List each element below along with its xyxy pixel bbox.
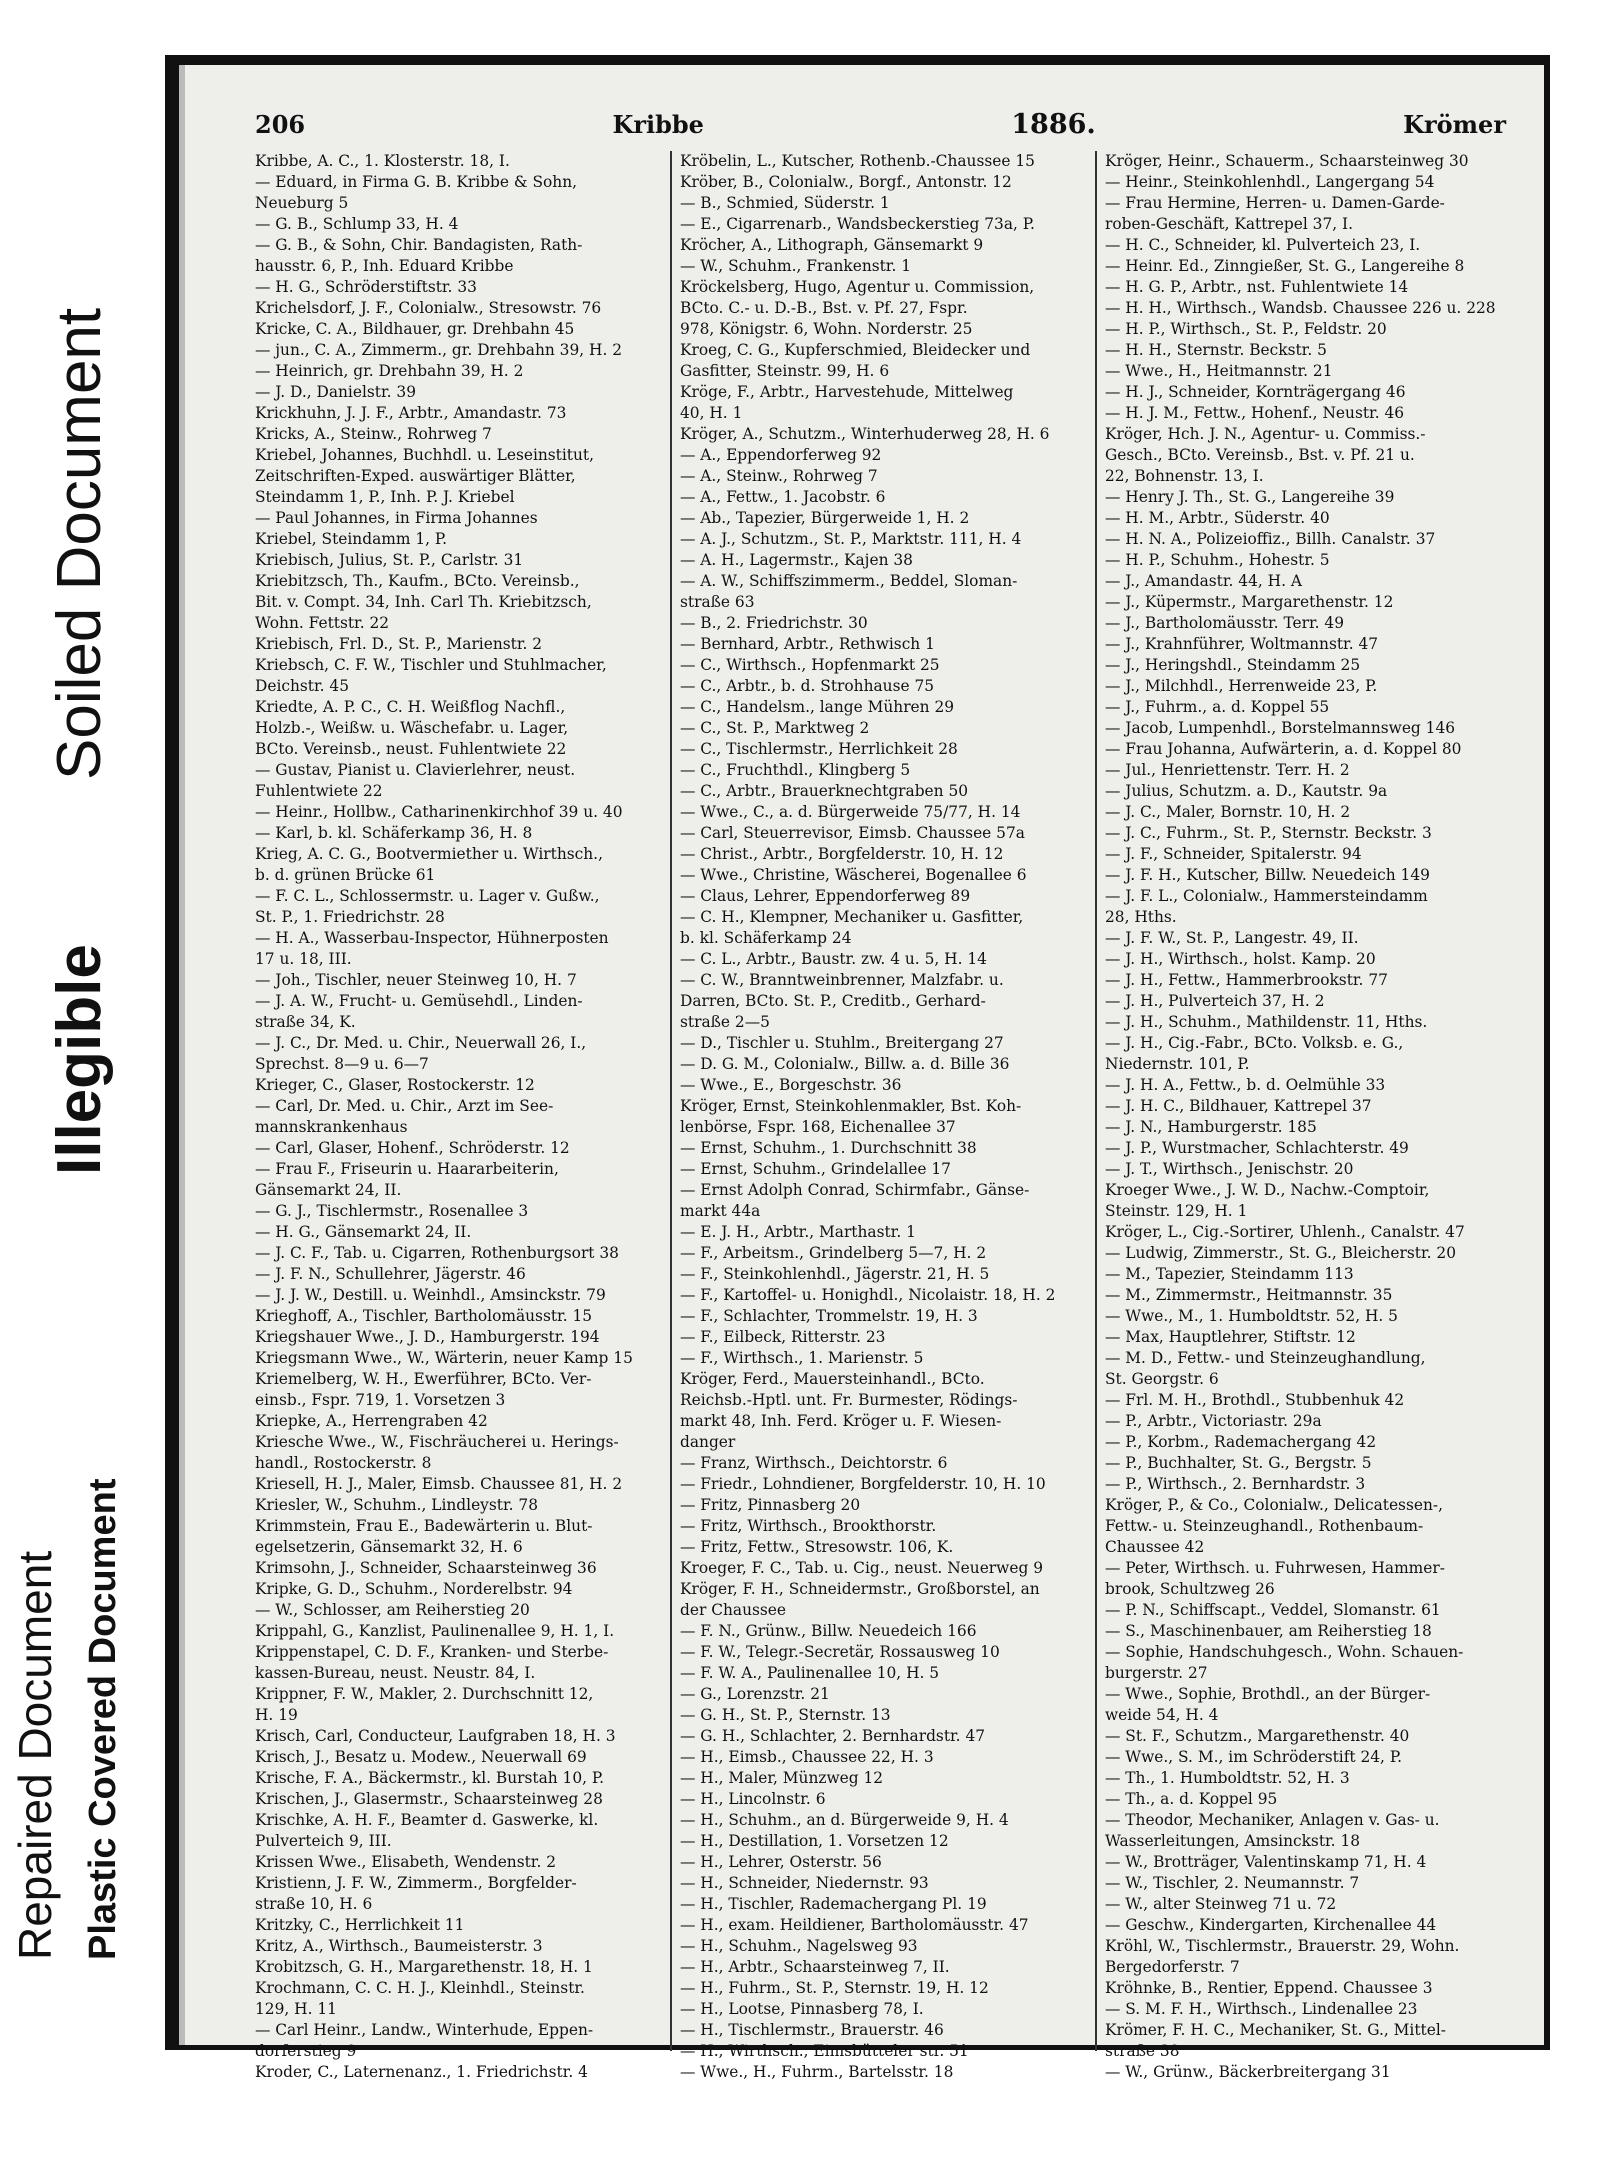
directory-entry-line: H. 19 [255,1706,298,1724]
directory-entry-line: — H. A., Wasserbau-Inspector, Hühnerposten [255,929,609,947]
directory-entry-line: Krobitzsch, G. H., Margarethenstr. 18, H. 1 [255,1958,593,1976]
directory-entry-line: — Geschw., Kindergarten, Kirchenallee 44 [1105,1916,1437,1934]
directory-entry-line: — Gustav, Pianist u. Clavierlehrer, neust. [255,761,576,779]
directory-entry-line: — J., Bartholomäusstr. Terr. 49 [1105,614,1345,632]
directory-entry-line: Kriebisch, Julius, St. P., Carlstr. 31 [255,551,524,569]
directory-entry-line: Kröger, P., & Co., Colonialw., Delicatessen-, [1105,1496,1443,1514]
directory-entry-line: — Eduard, in Firma G. B. Kribbe & Sohn, [255,173,578,191]
directory-entry-line: Gänsemarkt 24, II. [255,1181,402,1199]
directory-entry-line: Reichsb.-Hptl. unt. Fr. Burmester, Rödings- [680,1391,1018,1409]
directory-entry-line: — Ernst, Schuhm., 1. Durchschnitt 38 [680,1139,977,1157]
directory-entry-line: — J., Heringshdl., Steindamm 25 [1105,656,1361,674]
directory-entry-line: Krippner, F. W., Makler, 2. Durchschnitt 12, [255,1685,594,1703]
directory-entry-line: — A. H., Lagermstr., Kajen 38 [680,551,913,569]
directory-entry-line: — F. C. L., Schlossermstr. u. Lager v. Gußw., [255,887,600,905]
directory-entry-line: 978, Königstr. 6, Wohn. Norderstr. 25 [680,320,973,338]
directory-entry-line: Kröger, Ernst, Steinkohlenmakler, Bst. Koh- [680,1097,1022,1115]
directory-entry-line: — Th., a. d. Koppel 95 [1105,1790,1278,1808]
directory-entry-line: — C., Tischlermstr., Herrlichkeit 28 [680,740,958,758]
directory-entry-line: — Fritz, Fettw., Stresowstr. 106, K. [680,1538,954,1556]
directory-entry-line: — H., Maler, Münzweg 12 [680,1769,884,1787]
directory-entry-line: — J. F. L., Colonialw., Hammersteindamm [1105,887,1428,905]
directory-entry-line: Bit. v. Compt. 34, Inh. Carl Th. Kriebitzsch, [255,593,592,611]
directory-entry-line: Kristienn, J. F. W., Zimmerm., Borgfelder- [255,1874,577,1892]
directory-entry-line: Kroeg, C. G., Kupferschmied, Bleidecker und [680,341,1031,359]
directory-entry-line: markt 44a [680,1202,761,1220]
directory-entry-line: — F. W., Telegr.-Secretär, Rossausweg 10 [680,1643,1000,1661]
directory-entry-line: Krieghoff, A., Tischler, Bartholomäusstr. 15 [255,1307,593,1325]
directory-entry-line: Kritzky, C., Herrlichkeit 11 [255,1916,465,1934]
directory-entry-line: Kröger, Ferd., Mauersteinhandl., BCto. [680,1370,985,1388]
directory-entry-line: — G. H., Schlachter, 2. Bernhardstr. 47 [680,1727,986,1745]
column-3 [1095,151,1506,2081]
directory-entry-line: Kriepke, A., Herrengraben 42 [255,1412,488,1430]
directory-entry-line: — J. H. C., Bildhauer, Kattrepel 37 [1105,1097,1372,1115]
header-left-word: Kribbe [612,110,704,139]
directory-entry-line: — J. J. W., Destill. u. Weinhdl., Amsinckstr. 79 [255,1286,606,1304]
directory-entry-line: — H., Fuhrm., St. P., Sternstr. 19, H. 12 [680,1979,989,1997]
directory-entry-line: — Carl, Dr. Med. u. Chir., Arzt im See- [255,1097,554,1115]
directory-entry-line: — J., Fuhrm., a. d. Koppel 55 [1105,698,1330,716]
directory-entry-line: Darren, BCto. St. P., Creditb., Gerhard- [680,992,986,1010]
directory-entry-line: — H., Tischlermstr., Brauerstr. 46 [680,2021,944,2039]
directory-entry-line: Kröhl, W., Tischlermstr., Brauerstr. 29, Wohn. [1105,1937,1460,1955]
directory-entry-line: Krömer, F. H. C., Mechaniker, St. G., Mittel- [1105,2021,1446,2039]
directory-entry-line: — Theodor, Mechaniker, Anlagen v. Gas- u. [1105,1811,1440,1829]
directory-entry-line: Krisch, J., Besatz u. Modew., Neuerwall 69 [255,1748,587,1766]
directory-entry-line: Krischke, A. H. F., Beamter d. Gaswerke, kl. [255,1811,599,1829]
directory-entry-line: — H. J., Schneider, Kornträgergang 46 [1105,383,1406,401]
directory-entry-line: Kriemelberg, W. H., Ewerführer, BCto. Ver- [255,1370,592,1388]
directory-entry-line: — H. N. A., Polizeioffiz., Billh. Canalstr. 37 [1105,530,1436,548]
directory-entry-line: — Th., 1. Humboldtstr. 52, H. 3 [1105,1769,1350,1787]
directory-entry-line: — C., Arbtr., Brauerknechtgraben 50 [680,782,969,800]
directory-entry-line: Kriesell, H. J., Maler, Eimsb. Chaussee 81, H. 2 [255,1475,623,1493]
directory-entry-line: — W., Grünw., Bäckerbreitergang 31 [1105,2063,1391,2081]
directory-entry-line: — F., Kartoffel- u. Honighdl., Nicolaistr. 18, H. 2 [680,1286,1056,1304]
directory-entry-line: 129, H. 11 [255,2000,337,2018]
directory-entry-line: — G. B., & Sohn, Chir. Bandagisten, Rath- [255,236,583,254]
directory-entry-line: — A. W., Schiffszimmerm., Beddel, Sloman- [680,572,1018,590]
directory-entry-line: — C., St. P., Marktweg 2 [680,719,870,737]
directory-entry-line: Kricks, A., Steinw., Rohrweg 7 [255,425,492,443]
directory-entry-line: — Wwe., Christine, Wäscherei, Bogenallee 6 [680,866,1027,884]
directory-entry-line: — E. J. H., Arbtr., Marthastr. 1 [680,1223,916,1241]
directory-entry-line: — A., Eppendorferweg 92 [680,446,882,464]
directory-entry-line: — F., Arbeitsm., Grindelberg 5—7, H. 2 [680,1244,987,1262]
directory-entry-line: — Sophie, Handschuhgesch., Wohn. Schauen- [1105,1643,1464,1661]
directory-entry-line: Wohn. Fettstr. 22 [255,614,390,632]
directory-entry-line: Kriebel, Johannes, Buchhdl. u. Leseinstitut, [255,446,594,464]
directory-entry-line: Gasfitter, Steinstr. 99, H. 6 [680,362,890,380]
directory-entry-line: — J. P., Wurstmacher, Schlachterstr. 49 [1105,1139,1409,1157]
directory-entry-line: Kriebel, Steindamm 1, P. [255,530,448,548]
directory-entry-line: — J. F. N., Schullehrer, Jägerstr. 46 [255,1265,526,1283]
directory-entry-line: Kroeger Wwe., J. W. D., Nachw.-Comptoir, [1105,1181,1430,1199]
directory-entry-line: kassen-Bureau, neust. Neustr. 84, I. [255,1664,536,1682]
directory-entry-line: — J. H., Cig.-Fabr., BCto. Volksb. e. G., [1105,1034,1404,1052]
directory-entry-line: der Chaussee [680,1601,786,1619]
directory-entry-line: — P., Buchhalter, St. G., Bergstr. 5 [1105,1454,1372,1472]
directory-entry-line: straße 38 [1105,2042,1180,2060]
directory-entry-line: — D. G. M., Colonialw., Billw. a. d. Bille 36 [680,1055,1010,1073]
illegible-label: Illegible [45,944,114,1175]
scanned-book-page [165,55,1550,2081]
directory-entry-line: — C., Fruchthdl., Klingberg 5 [680,761,911,779]
directory-entry-line: — H. J. M., Fettw., Hohenf., Neustr. 46 [1105,404,1405,422]
directory-entry-line: — P., Korbm., Rademachergang 42 [1105,1433,1377,1451]
directory-entry-line: — M. D., Fettw.- und Steinzeughandlung, [1105,1349,1426,1367]
directory-entry-line: — H., Lincolnstr. 6 [680,1790,826,1808]
directory-entry-line: — Wwe., H., Heitmannstr. 21 [1105,362,1333,380]
directory-entry-line: — J., Milchhdl., Herrenweide 23, P. [1105,677,1378,695]
directory-entry-line: Kröckelsberg, Hugo, Agentur u. Commission, [680,278,1035,296]
directory-entry-line: — H., Schuhm., an d. Bürgerweide 9, H. 4 [680,1811,1009,1829]
directory-entry-line: — C., Wirthsch., Hopfenmarkt 25 [680,656,940,674]
directory-entry-line: — Wwe., H., Fuhrm., Bartelsstr. 18 [680,2063,954,2081]
directory-entry-line: Krissen Wwe., Elisabeth, Wendenstr. 2 [255,1853,557,1871]
directory-entry-line: Kroder, C., Laternenanz., 1. Friedrichstr. 4 [255,2063,588,2081]
directory-entry-line: — Peter, Wirthsch. u. Fuhrwesen, Hammer- [1105,1559,1445,1577]
directory-entry-line: Deichstr. 45 [255,677,350,695]
directory-entry-line: — W., Schlosser, am Reiherstieg 20 [255,1601,530,1619]
directory-entry-line: Pulverteich 9, III. [255,1832,392,1850]
directory-entry-line: Niedernstr. 101, P. [1105,1055,1250,1073]
directory-entry-line: Kriebitzsch, Th., Kaufm., BCto. Vereinsb., [255,572,580,590]
directory-entry-line: Fuhlentwiete 22 [255,782,383,800]
directory-entry-line: — C. W., Branntweinbrenner, Malzfabr. u. [680,971,1004,989]
directory-entry-line: — J., Amandastr. 44, H. A [1105,572,1302,590]
directory-entry-line: — J. F. W., St. P., Langestr. 49, II. [1105,929,1359,947]
directory-entry-line: — J. H., Fettw., Hammerbrookstr. 77 [1105,971,1388,989]
directory-entry-line: Kröger, F. H., Schneidermstr., Großborstel, an [680,1580,1040,1598]
directory-entry-line: egelsetzerin, Gänsemarkt 32, H. 6 [255,1538,523,1556]
directory-entry-line: — Frau Johanna, Aufwärterin, a. d. Koppel 80 [1105,740,1462,758]
page-number: 206 [255,110,306,139]
directory-entry-line: Krichelsdorf, J. F., Colonialw., Stresowstr. 76 [255,299,602,317]
directory-entry-line: — Julius, Schutzm. a. D., Kautstr. 9a [1105,782,1388,800]
directory-entry-line: mannskrankenhaus [255,1118,408,1136]
directory-entry-line: — H. G. P., Arbtr., nst. Fuhlentwiete 14 [1105,278,1409,296]
directory-entry-line: — P. N., Schiffscapt., Veddel, Slomanstr. 61 [1105,1601,1441,1619]
directory-entry-line: — F., Wirthsch., 1. Marienstr. 5 [680,1349,924,1367]
directory-entry-line: Krippenstapel, C. D. F., Kranken- und Sterbe- [255,1643,609,1661]
directory-entry-line: Sprechst. 8—9 u. 6—7 [255,1055,429,1073]
directory-entry-line: — Friedr., Lohndiener, Borgfelderstr. 10, H. 10 [680,1475,1046,1493]
header-right-word: Krömer [1403,110,1506,139]
directory-entry-line: Krieg, A. C. G., Bootvermiether u. Wirthsch., [255,845,603,863]
directory-entry-line: 22, Bohnenstr. 13, I. [1105,467,1264,485]
directory-entry-line: — J. T., Wirthsch., Jenischstr. 20 [1105,1160,1354,1178]
plastic-covered-document-label: Plastic Covered Document [82,1478,124,1960]
directory-entry-line: — W., Tischler, 2. Neumannstr. 7 [1105,1874,1360,1892]
directory-entry-line: Kröger, A., Schutzm., Winterhuderweg 28, H. 6 [680,425,1050,443]
directory-entry-line: straße 10, H. 6 [255,1895,373,1913]
directory-entry-line: — C. H., Klempner, Mechaniker u. Gasfitter, [680,908,1024,926]
directory-entry-line: — H., Lehrer, Osterstr. 56 [680,1853,882,1871]
directory-entry-line: straße 34, K. [255,1013,356,1031]
directory-entry-line: — H. M., Arbtr., Süderstr. 40 [1105,509,1330,527]
directory-entry-line: b. d. grünen Brücke 61 [255,866,436,884]
directory-entry-line: — J. N., Hamburgerstr. 185 [1105,1118,1317,1136]
directory-entry-line: — H., Lootse, Pinnasberg 78, I. [680,2000,924,2018]
directory-entry-line: — A., Steinw., Rohrweg 7 [680,467,878,485]
directory-entry-line: Kröger, Heinr., Schauerm., Schaarsteinweg 30 [1105,152,1469,170]
directory-entry-line: — P., Arbtr., Victoriastr. 29a [1105,1412,1322,1430]
side-labels [0,0,150,2177]
directory-entry-line: Kriesche Wwe., W., Fischräucherei u. Herings- [255,1433,619,1451]
directory-entry-line: — H., Schuhm., Nagelsweg 93 [680,1937,918,1955]
directory-entry-line: — J. F., Schneider, Spitalerstr. 94 [1105,845,1362,863]
directory-entry-line: Kroeger, F. C., Tab. u. Cig., neust. Neuerweg 9 [680,1559,1043,1577]
directory-entry-line: Kröhnke, B., Rentier, Eppend. Chaussee 3 [1105,1979,1433,1997]
directory-entry-line: — Fritz, Pinnasberg 20 [680,1496,861,1514]
directory-entry-line: St. P., 1. Friedrichstr. 28 [255,908,445,926]
directory-entry-line: — M., Zimmermstr., Heitmannstr. 35 [1105,1286,1393,1304]
directory-entry-line: — Max, Hauptlehrer, Stiftstr. 12 [1105,1328,1356,1346]
directory-entry-line: Krisch, Carl, Conducteur, Laufgraben 18, H. 3 [255,1727,616,1745]
directory-entry-line: — jun., C. A., Zimmerm., gr. Drehbahn 39, H. 2 [255,341,623,359]
directory-entry-line: Kriedte, A. P. C., C. H. Weißflog Nachfl., [255,698,566,716]
directory-entry-line: — W., alter Steinweg 71 u. 72 [1105,1895,1337,1913]
directory-entry-line: — H. P., Schuhm., Hohestr. 5 [1105,551,1330,569]
directory-entry-line: — M., Tapezier, Steindamm 113 [1105,1265,1354,1283]
directory-entry-line: — Frau F., Friseurin u. Haararbeiterin, [255,1160,559,1178]
directory-entry-line: — H. H., Wirthsch., Wandsb. Chaussee 226 u. 228 [1105,299,1496,317]
directory-entry-line: — J. F. H., Kutscher, Billw. Neuedeich 149 [1105,866,1430,884]
directory-entry-line: — Carl, Glaser, Hohenf., Schröderstr. 12 [255,1139,570,1157]
soiled-document-label: Soiled Document [45,307,114,780]
directory-entry-line: — Frau Hermine, Herren- u. Damen-Garde- [1105,194,1445,212]
repaired-document-label: Repaired Document [9,1550,61,1960]
directory-entry-line: — J. H. A., Fettw., b. d. Oelmühle 33 [1105,1076,1386,1094]
directory-entry-line: — J., Küpermstr., Margarethenstr. 12 [1105,593,1394,611]
directory-entry-line: — E., Cigarrenarb., Wandsbeckerstieg 73a, P. [680,215,1035,233]
directory-entry-line: — J. C., Maler, Bornstr. 10, H. 2 [1105,803,1351,821]
directory-entry-line: — Franz, Wirthsch., Deichtorstr. 6 [680,1454,948,1472]
directory-entry-line: — Wwe., E., Borgeschstr. 36 [680,1076,902,1094]
directory-entry-line: — Heinr., Steinkohlenhdl., Langergang 54 [1105,173,1435,191]
directory-entry-line: Krimsohn, J., Schneider, Schaarsteinweg 36 [255,1559,597,1577]
directory-entry-line: Kröber, B., Colonialw., Borgf., Antonstr. 12 [680,173,1012,191]
directory-entry-line: Krochmann, C. C. H. J., Kleinhdl., Steinstr. [255,1979,585,1997]
directory-entry-line: Fettw.- u. Steinzeughandl., Rothenbaum- [1105,1517,1424,1535]
directory-entry-line: — W., Schuhm., Frankenstr. 1 [680,257,912,275]
directory-entry-line: straße 2—5 [680,1013,770,1031]
directory-entry-line: Krimmstein, Frau E., Badewärterin u. Blut- [255,1517,593,1535]
directory-entry-line: 28, Hths. [1105,908,1177,926]
directory-entry-line: — A. J., Schutzm., St. P., Marktstr. 111, H. 4 [680,530,1022,548]
directory-entry-line: lenbörse, Fspr. 168, Eichenallee 37 [680,1118,956,1136]
directory-entry-line: — Carl, Steuerrevisor, Eimsb. Chaussee 57a [680,824,1025,842]
directory-entry-line: — J. C., Dr. Med. u. Chir., Neuerwall 26, I., [255,1034,587,1052]
directory-entry-line: Kriebsch, C. F. W., Tischler und Stuhlmacher, [255,656,607,674]
directory-entry-line: — Ernst Adolph Conrad, Schirmfabr., Gänse- [680,1181,1030,1199]
directory-entry-line: Kriebisch, Frl. D., St. P., Marienstr. 2 [255,635,543,653]
directory-entry-line: Kröge, F., Arbtr., Harvestehude, Mittelweg [680,383,1014,401]
directory-entry-line: — St. F., Schutzm., Margarethenstr. 40 [1105,1727,1410,1745]
directory-entry-line: weide 54, H. 4 [1105,1706,1219,1724]
directory-entry-line: 40, H. 1 [680,404,743,422]
directory-entry-line: Krischen, J., Glasermstr., Schaarsteinweg 28 [255,1790,603,1808]
directory-entry-line: — H. G., Schröderstiftstr. 33 [255,278,477,296]
directory-entry-line: — H., Tischler, Rademachergang Pl. 19 [680,1895,987,1913]
directory-entry-line: Chaussee 42 [1105,1538,1205,1556]
directory-entry-line: — Heinr., Hollbw., Catharinenkirchhof 39 u. 40 [255,803,623,821]
directory-entry-line: Holzb.-, Weißw. u. Wäschefabr. u. Lager, [255,719,569,737]
directory-entry-line: einsb., Fspr. 719, 1. Vorsetzen 3 [255,1391,506,1409]
directory-entry-line: hausstr. 6, P., Inh. Eduard Kribbe [255,257,514,275]
directory-entry-line: Krische, F. A., Bäckermstr., kl. Burstah 10, P. [255,1769,605,1787]
directory-entry-line: danger [680,1433,736,1451]
directory-entry-line: — Wwe., C., a. d. Bürgerweide 75/77, H. 14 [680,803,1021,821]
directory-entry-line: — H. G., Gänsemarkt 24, II. [255,1223,472,1241]
directory-entry-line: — H., exam. Heildiener, Bartholomäusstr. 47 [680,1916,1029,1934]
directory-entry-line: handl., Rostockerstr. 8 [255,1454,432,1472]
directory-entry-line: b. kl. Schäferkamp 24 [680,929,852,947]
directory-entry-line: Kröcher, A., Lithograph, Gänsemarkt 9 [680,236,984,254]
directory-entry-line: Kriegsmann Wwe., W., Wärterin, neuer Kamp 15 [255,1349,633,1367]
directory-entry-line: straße 63 [680,593,755,611]
directory-entry-line: — F., Steinkohlenhdl., Jägerstr. 21, H. 5 [680,1265,990,1283]
directory-entry-line: — H., Arbtr., Schaarsteinweg 7, II. [680,1958,950,1976]
directory-entry-line: — Wwe., M., 1. Humboldtstr. 52, H. 5 [1105,1307,1398,1325]
directory-entry-line: — Ab., Tapezier, Bürgerweide 1, H. 2 [680,509,970,527]
directory-entry-line: — Henry J. Th., St. G., Langereihe 39 [1105,488,1395,506]
directory-entry-line: — Wwe., S. M., im Schröderstift 24, P. [1105,1748,1402,1766]
directory-entry-line: — Bernhard, Arbtr., Rethwisch 1 [680,635,935,653]
directory-entry-line: markt 48, Inh. Ferd. Kröger u. F. Wiesen- [680,1412,1002,1430]
directory-entry-line: burgerstr. 27 [1105,1664,1208,1682]
directory-entry-line: Krieger, C., Glaser, Rostockerstr. 12 [255,1076,535,1094]
header-year: 1886. [1011,109,1096,140]
directory-entry-line: Kriegshauer Wwe., J. D., Hamburgerstr. 194 [255,1328,600,1346]
directory-entry-line: Steindamm 1, P., Inh. P. J. Kriebel [255,488,515,506]
directory-entry-line: — B., Schmied, Süderstr. 1 [680,194,890,212]
directory-entry-line: dorferstieg 9 [255,2042,357,2060]
directory-entry-line: — D., Tischler u. Stuhlm., Breitergang 27 [680,1034,1004,1052]
directory-entry-line: — Heinr. Ed., Zinngießer, St. G., Langereihe 8 [1105,257,1465,275]
directory-entry-line: Kribbe, A. C., 1. Klosterstr. 18, I. [255,152,510,170]
directory-entry-line: Kritz, A., Wirthsch., Baumeisterstr. 3 [255,1937,543,1955]
directory-entry-line: BCto. C.- u. D.-B., Bst. v. Pf. 27, Fspr. [680,299,968,317]
directory-entry-line: — Joh., Tischler, neuer Steinweg 10, H. 7 [255,971,577,989]
directory-entry-line: — J. H., Pulverteich 37, H. 2 [1105,992,1325,1010]
directory-entry-line: — B., 2. Friedrichstr. 30 [680,614,868,632]
directory-entry-line: — J. D., Danielstr. 39 [255,383,417,401]
directory-entry-line: — H., Destillation, 1. Vorsetzen 12 [680,1832,949,1850]
directory-entry-line: BCto. Vereinsb., neust. Fuhlentwiete 22 [255,740,567,758]
directory-entry-line: — Christ., Arbtr., Borgfelderstr. 10, H. 12 [680,845,1004,863]
directory-page [179,65,1544,2081]
directory-entry-line: — S., Maschinenbauer, am Reiherstieg 18 [1105,1622,1432,1640]
directory-entry-line: — Ernst, Schuhm., Grindelallee 17 [680,1160,951,1178]
directory-entry-line: — F. N., Grünw., Billw. Neuedeich 166 [680,1622,977,1640]
directory-entry-line: Steinstr. 129, H. 1 [1105,1202,1248,1220]
directory-entry-line: — Heinrich, gr. Drehbahn 39, H. 2 [255,362,524,380]
directory-entry-line: — J. C., Fuhrm., St. P., Sternstr. Beckstr. 3 [1105,824,1432,842]
directory-entry-line: — J. C. F., Tab. u. Cigarren, Rothenburgsort 38 [255,1244,619,1262]
directory-entry-line: — C., Arbtr., b. d. Strohhause 75 [680,677,935,695]
column-2 [670,151,1081,2081]
column-1 [255,151,656,2081]
directory-entry-line: — Fritz, Wirthsch., Brookthorstr. [680,1517,937,1535]
directory-entry-line: brook, Schultzweg 26 [1105,1580,1275,1598]
directory-entry-line: — Wwe., Sophie, Brothdl., an der Bürger- [1105,1685,1431,1703]
directory-entry-line: Kriesler, W., Schuhm., Lindleystr. 78 [255,1496,538,1514]
directory-entry-line: Bergedorferstr. 7 [1105,1958,1240,1976]
directory-entry-line: — Jul., Henriettenstr. Terr. H. 2 [1105,761,1350,779]
directory-entry-line: — Paul Johannes, in Firma Johannes [255,509,538,527]
directory-entry-line: — A., Fettw., 1. Jacobstr. 6 [680,488,886,506]
directory-entry-line: — Frl. M. H., Brothdl., Stubbenhuk 42 [1105,1391,1405,1409]
directory-entry-line: — G., Lorenzstr. 21 [680,1685,830,1703]
directory-entry-line: 17 u. 18, III. [255,950,352,968]
directory-entry-line: Wasserleitungen, Amsinckstr. 18 [1105,1832,1361,1850]
directory-entry-line: — J. H., Schuhm., Mathildenstr. 11, Hths. [1105,1013,1428,1031]
directory-entry-line: — Claus, Lehrer, Eppendorferweg 89 [680,887,971,905]
directory-entry-line: Kricke, C. A., Bildhauer, gr. Drehbahn 45 [255,320,575,338]
directory-entry-line: roben-Geschäft, Kattrepel 37, I. [1105,215,1353,233]
directory-entry-line: — Carl Heinr., Landw., Winterhude, Eppen- [255,2021,594,2039]
directory-entry-line: Neueburg 5 [255,194,349,212]
directory-entry-line: — P., Wirthsch., 2. Bernhardstr. 3 [1105,1475,1366,1493]
directory-entry-line: Kripke, G. D., Schuhm., Norderelbstr. 94 [255,1580,573,1598]
directory-entry-line: — H., Schneider, Niedernstr. 93 [680,1874,929,1892]
directory-entry-line: Kröger, Hch. J. N., Agentur- u. Commiss.- [1105,425,1426,443]
directory-entry-line: — S. M. F. H., Wirthsch., Lindenallee 23 [1105,2000,1418,2018]
directory-entry-line: — H. H., Sternstr. Beckstr. 5 [1105,341,1327,359]
directory-entry-line: — J. H., Wirthsch., holst. Kamp. 20 [1105,950,1376,968]
directory-entry-line: — Jacob, Lumpenhdl., Borstelmannsweg 146 [1105,719,1456,737]
directory-entry-line: — H., Eimsb., Chaussee 22, H. 3 [680,1748,934,1766]
directory-entry-line: Krippahl, G., Kanzlist, Paulinenallee 9, H. 1, I. [255,1622,615,1640]
directory-entry-line: — J., Krahnführer, Woltmannstr. 47 [1105,635,1379,653]
directory-entry-line: — Karl, b. kl. Schäferkamp 36, H. 8 [255,824,533,842]
directory-entry-line: — H. P., Wirthsch., St. P., Feldstr. 20 [1105,320,1387,338]
directory-entry-line: Zeitschriften-Exped. auswärtiger Blätter, [255,467,576,485]
directory-entry-line: — F., Schlachter, Trommelstr. 19, H. 3 [680,1307,978,1325]
directory-entry-line: — G. B., Schlump 33, H. 4 [255,215,459,233]
directory-entry-line: — H., Wirthsch., Eimsbütteler str. 51 [680,2042,969,2060]
page-header [255,109,1506,147]
directory-entry-line: — C., Handelsm., lange Mühren 29 [680,698,955,716]
directory-entry-line: Gesch., BCto. Vereinsb., Bst. v. Pf. 21 u. [1105,446,1415,464]
directory-entry-line: — W., Brotträger, Valentinskamp 71, H. 4 [1105,1853,1427,1871]
directory-entry-line: — C. L., Arbtr., Baustr. zw. 4 u. 5, H. 14 [680,950,987,968]
directory-entry-line: St. Georgstr. 6 [1105,1370,1219,1388]
directory-entry-line: — J. A. W., Frucht- u. Gemüsehdl., Linden- [255,992,583,1010]
directory-entry-line: Kröbelin, L., Kutscher, Rothenb.-Chaussee 15 [680,152,1035,170]
directory-entry-line: Krickhuhn, J. J. F., Arbtr., Amandastr. 73 [255,404,567,422]
directory-entry-line: — F. W. A., Paulinenallee 10, H. 5 [680,1664,940,1682]
directory-entry-line: — G. J., Tischlermstr., Rosenallee 3 [255,1202,529,1220]
directory-entry-line: — Ludwig, Zimmerstr., St. G., Bleicherstr. 20 [1105,1244,1457,1262]
directory-columns [255,151,1506,2081]
directory-entry-line: — G. H., St. P., Sternstr. 13 [680,1706,891,1724]
directory-entry-line: Kröger, L., Cig.-Sortirer, Uhlenh., Canalstr. 47 [1105,1223,1465,1241]
directory-entry-line: — F., Eilbeck, Ritterstr. 23 [680,1328,886,1346]
directory-entry-line: — H. C., Schneider, kl. Pulverteich 23, I. [1105,236,1421,254]
